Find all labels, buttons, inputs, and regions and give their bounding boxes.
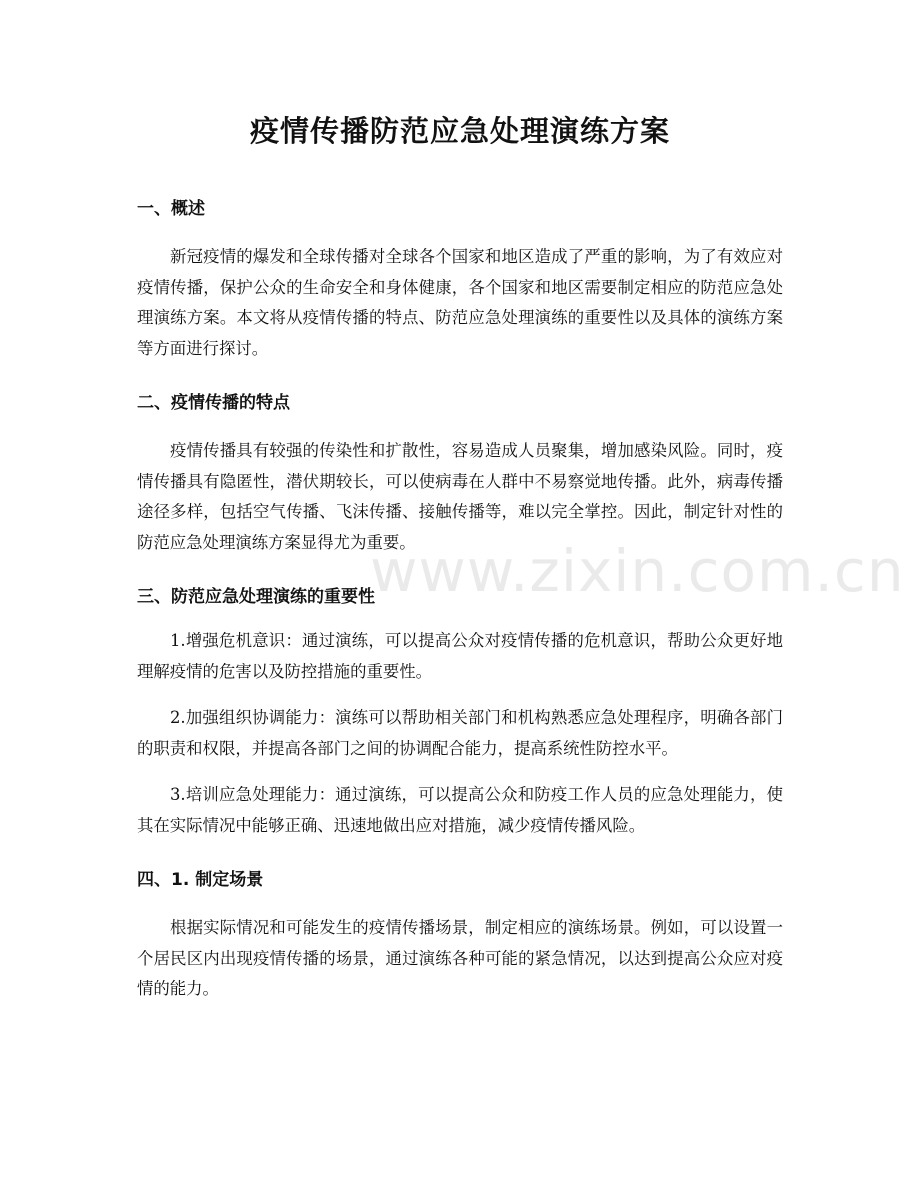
section-heading: 二、疫情传播的特点 [137,393,290,413]
list-item: 1.增强危机意识：通过演练，可以提高公众对疫情传播的危机意识，帮助公众更好地理解疫情的危害以及防控措施的重要性。 [137,631,783,681]
section-heading: 四、1. 制定场景 [137,870,264,890]
section-paragraph: 新冠疫情的爆发和全球传播对全球各个国家和地区造成了严重的影响，为了有效应对疫情传播，保护公众的生命安全和身体健康，各个国家和地区需要制定相应的防范应急处理演练方案。本文将从疫情传播的特点、防范应急处理演练的重要性以及具体的演练方案等方面进行探讨。 [137,247,783,358]
section-characteristics [137,390,783,558]
section-heading: 三、防范应急处理演练的重要性 [137,587,375,607]
section-heading: 一、概述 [137,199,205,219]
section-scenario [137,867,783,1005]
section-overview [137,196,783,364]
list-item: 2.加强组织协调能力：演练可以帮助相关部门和机构熟悉应急处理程序，明确各部门的职责和权限，并提高各部门之间的协调配合能力，提高系统性防控水平。 [137,708,783,758]
watermark-text: www.zixin.com.cn [370,537,905,605]
list-item: 3.培训应急处理能力：通过演练，可以提高公众和防疫工作人员的应急处理能力，使其在实际情况中能够正确、迅速地做出应对措施，减少疫情传播风险。 [137,785,783,835]
section-importance [137,584,783,841]
section-paragraph: 根据实际情况和可能发生的疫情传播场景，制定相应的演练场景。例如，可以设置一个居民区内出现疫情传播的场景，通过演练各种可能的紧急情况，以达到提高公众应对疫情的能力。 [137,918,783,998]
section-paragraph: 疫情传播具有较强的传染性和扩散性，容易造成人员聚集，增加感染风险。同时，疫情传播具有隐匿性，潜伏期较长，可以使病毒在人群中不易察觉地传播。此外，病毒传播途径多样，包括空气传播、飞沫传播、接触传播等，难以完全掌控。因此，制定针对性的防范应急处理演练方案显得尤为重要。 [137,441,783,552]
document-title: 疫情传播防范应急处理演练方案 [249,114,670,148]
